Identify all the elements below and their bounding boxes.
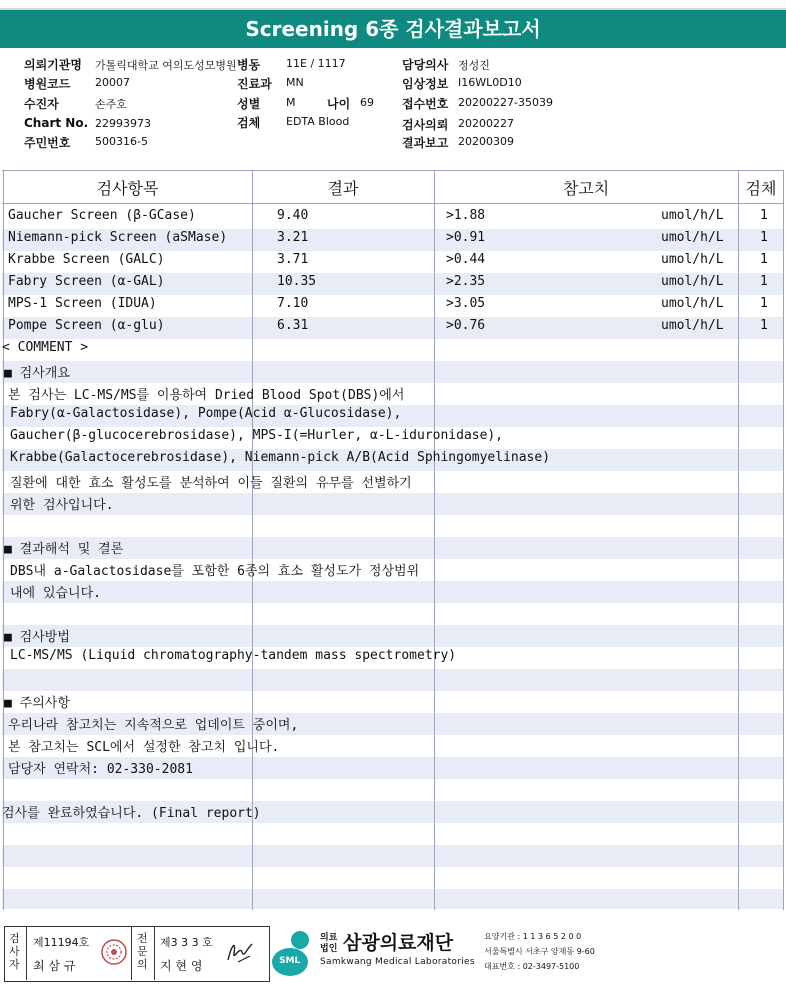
confirmer-label: 전문의 (137, 932, 148, 971)
report-date-value: 20200309 (458, 135, 514, 148)
confirmer-signature (222, 936, 258, 966)
agency-number: 요양기관 : 1 1 3 6 5 2 0 0 (484, 932, 582, 941)
table-row (0, 315, 786, 337)
method-line: LC-MS/MS (Liquid chromatography-tandem mass spectrometry) (10, 648, 457, 663)
table-row (0, 271, 786, 293)
report-footer (0, 922, 786, 991)
col-header-result: 결과 (327, 179, 359, 198)
confirmer-number: 제3 3 3 호 (160, 936, 213, 949)
row-result: 3.21 (277, 230, 309, 245)
row-ref: >0.91 (446, 230, 486, 245)
row-item: Niemann-pick Screen (aSMase) (8, 230, 228, 245)
table-row (0, 205, 786, 227)
logo-badge-text: SML (279, 956, 301, 966)
row-unit: umol/h/L (661, 296, 724, 311)
sex-value: M (286, 96, 296, 109)
col-header-item: 검사항목 (96, 179, 159, 198)
reception-label: 접수번호 (402, 97, 449, 111)
section-title-method: ■ 검사방법 (4, 630, 70, 645)
corp-small-2: 법인 (320, 944, 338, 954)
col-header-specimen: 검체 (745, 179, 777, 198)
notes-line: 우리나라 참고치는 지속적으로 업데이트 중이며, (8, 718, 299, 733)
overview-line: 위한 검사입니다. (10, 498, 114, 513)
overview-line: Gaucher(β-glucocerebrosidase), MPS-I(=Hurler, α-L-iduronidase), (10, 428, 504, 443)
corp-name: 삼광의료재단 (343, 932, 454, 954)
clinical-label: 임상정보 (402, 77, 449, 91)
examiner-seal (100, 938, 128, 966)
section-title-notes: ■ 주의사항 (4, 696, 70, 711)
row-ref: >0.76 (446, 318, 486, 333)
patient-value: 손주호 (95, 98, 127, 111)
row-specimen: 1 (760, 208, 768, 223)
ward-value: 11E / 1117 (286, 57, 346, 70)
row-result: 9.40 (277, 208, 309, 223)
row-ref: >3.05 (446, 296, 486, 311)
reception-value: 20200227-35039 (458, 96, 553, 109)
row-item: Krabbe Screen (GALC) (8, 252, 165, 267)
corp-small-1: 의료 (320, 933, 338, 943)
table-row (0, 227, 786, 249)
request-value: 20200227 (458, 117, 514, 130)
doctor-label: 담당의사 (402, 58, 449, 72)
report-date-label: 결과보고 (402, 136, 449, 150)
final-report-text: 검사를 완료하였습니다. (Final report) (2, 806, 261, 821)
row-ref: >2.35 (446, 274, 486, 289)
request-label: 검사의뢰 (402, 118, 449, 132)
row-specimen: 1 (760, 274, 768, 289)
row-specimen: 1 (760, 318, 768, 333)
table-top-line (2, 170, 784, 171)
institution-value: 가톨릭대학교 여의도성모병원 (95, 59, 237, 72)
address: 서울특별시 서초구 양재동 9-60 (484, 947, 595, 956)
ward-label: 병동 (237, 58, 261, 72)
overview-line: 질환에 대한 효소 활성도를 분석하여 이들 질환의 유무를 선별하기 (10, 476, 412, 491)
row-item: MPS-1 Screen (IDUA) (8, 296, 157, 311)
row-ref: >1.88 (446, 208, 486, 223)
row-specimen: 1 (760, 230, 768, 245)
row-unit: umol/h/L (661, 274, 724, 289)
sml-logo-icon (270, 928, 318, 978)
row-result: 3.71 (277, 252, 309, 267)
row-result: 10.35 (277, 274, 317, 289)
overview-line: Fabry(α-Galactosidase), Pompe(Acid α-Glucosidase), (10, 406, 402, 421)
comment-header: < COMMENT > (2, 340, 89, 355)
confirmer-name: 지 현 영 (160, 959, 203, 973)
row-result: 6.31 (277, 318, 309, 333)
examiner-number: 제11194호 (33, 936, 90, 949)
row-item: Fabry Screen (α-GAL) (8, 274, 165, 289)
row-unit: umol/h/L (661, 252, 724, 267)
examiner-name: 최 삼 규 (33, 959, 76, 973)
report-title: Screening 6종 검사결과보고서 (0, 10, 786, 48)
chart-label: Chart No. (24, 116, 89, 130)
notes-line: 담당자 연락처: 02-330-2081 (8, 762, 193, 777)
row-specimen: 1 (760, 252, 768, 267)
row-item: Gaucher Screen (β-GCase) (8, 208, 196, 223)
hospital-code-value: 20007 (95, 76, 130, 89)
sex-label: 성별 (237, 97, 261, 111)
doctor-value: 정성진 (458, 59, 490, 72)
row-unit: umol/h/L (661, 208, 724, 223)
id-value: 500316-5 (95, 135, 148, 148)
patient-label: 수진자 (24, 97, 59, 111)
interpretation-line: DBS내 a-Galactosidase를 포함한 6종의 효소 활성도가 정상범위 (10, 564, 420, 579)
clinical-value: I16WL0D10 (458, 76, 522, 89)
row-ref: >0.44 (446, 252, 486, 267)
section-title-interpretation: ■ 결과해석 및 결론 (4, 542, 124, 557)
id-label: 주민번호 (24, 136, 71, 150)
row-unit: umol/h/L (661, 230, 724, 245)
row-specimen: 1 (760, 296, 768, 311)
dept-label: 진료과 (237, 77, 272, 91)
section-title-overview: ■ 검사개요 (4, 366, 70, 381)
table-row (0, 293, 786, 315)
row-result: 7.10 (277, 296, 309, 311)
specimen-value: EDTA Blood (286, 115, 350, 128)
examiner-label: 검사자 (9, 932, 20, 971)
hospital-code-label: 병원코드 (24, 77, 71, 91)
corp-english-name: Samkwang Medical Laboratories (320, 957, 475, 967)
institution-label: 의뢰기관명 (24, 58, 82, 72)
col-header-reference: 참고치 (562, 179, 610, 198)
overview-line: Krabbe(Galactocerebrosidase), Niemann-pick A/B(Acid Sphingomyelinase) (10, 450, 551, 465)
dept-value: MN (286, 76, 304, 89)
notes-line: 본 참고치는 SCL에서 설정한 참고치 입니다. (8, 740, 280, 755)
age-label: 나이 (327, 97, 351, 111)
header-bottom-line (2, 203, 784, 204)
row-item: Pompe Screen (α-glu) (8, 318, 165, 333)
overview-line: 본 검사는 LC-MS/MS를 이용하여 Dried Blood Spot(DBS)에서 (8, 388, 405, 403)
table-row (0, 249, 786, 271)
chart-value: 22993973 (95, 117, 151, 130)
specimen-label: 검체 (237, 116, 261, 130)
row-unit: umol/h/L (661, 318, 724, 333)
phone-number: 대표번호 : 02-3497-5100 (484, 962, 580, 971)
interpretation-line: 내에 있습니다. (10, 586, 102, 601)
age-value: 69 (360, 96, 374, 109)
